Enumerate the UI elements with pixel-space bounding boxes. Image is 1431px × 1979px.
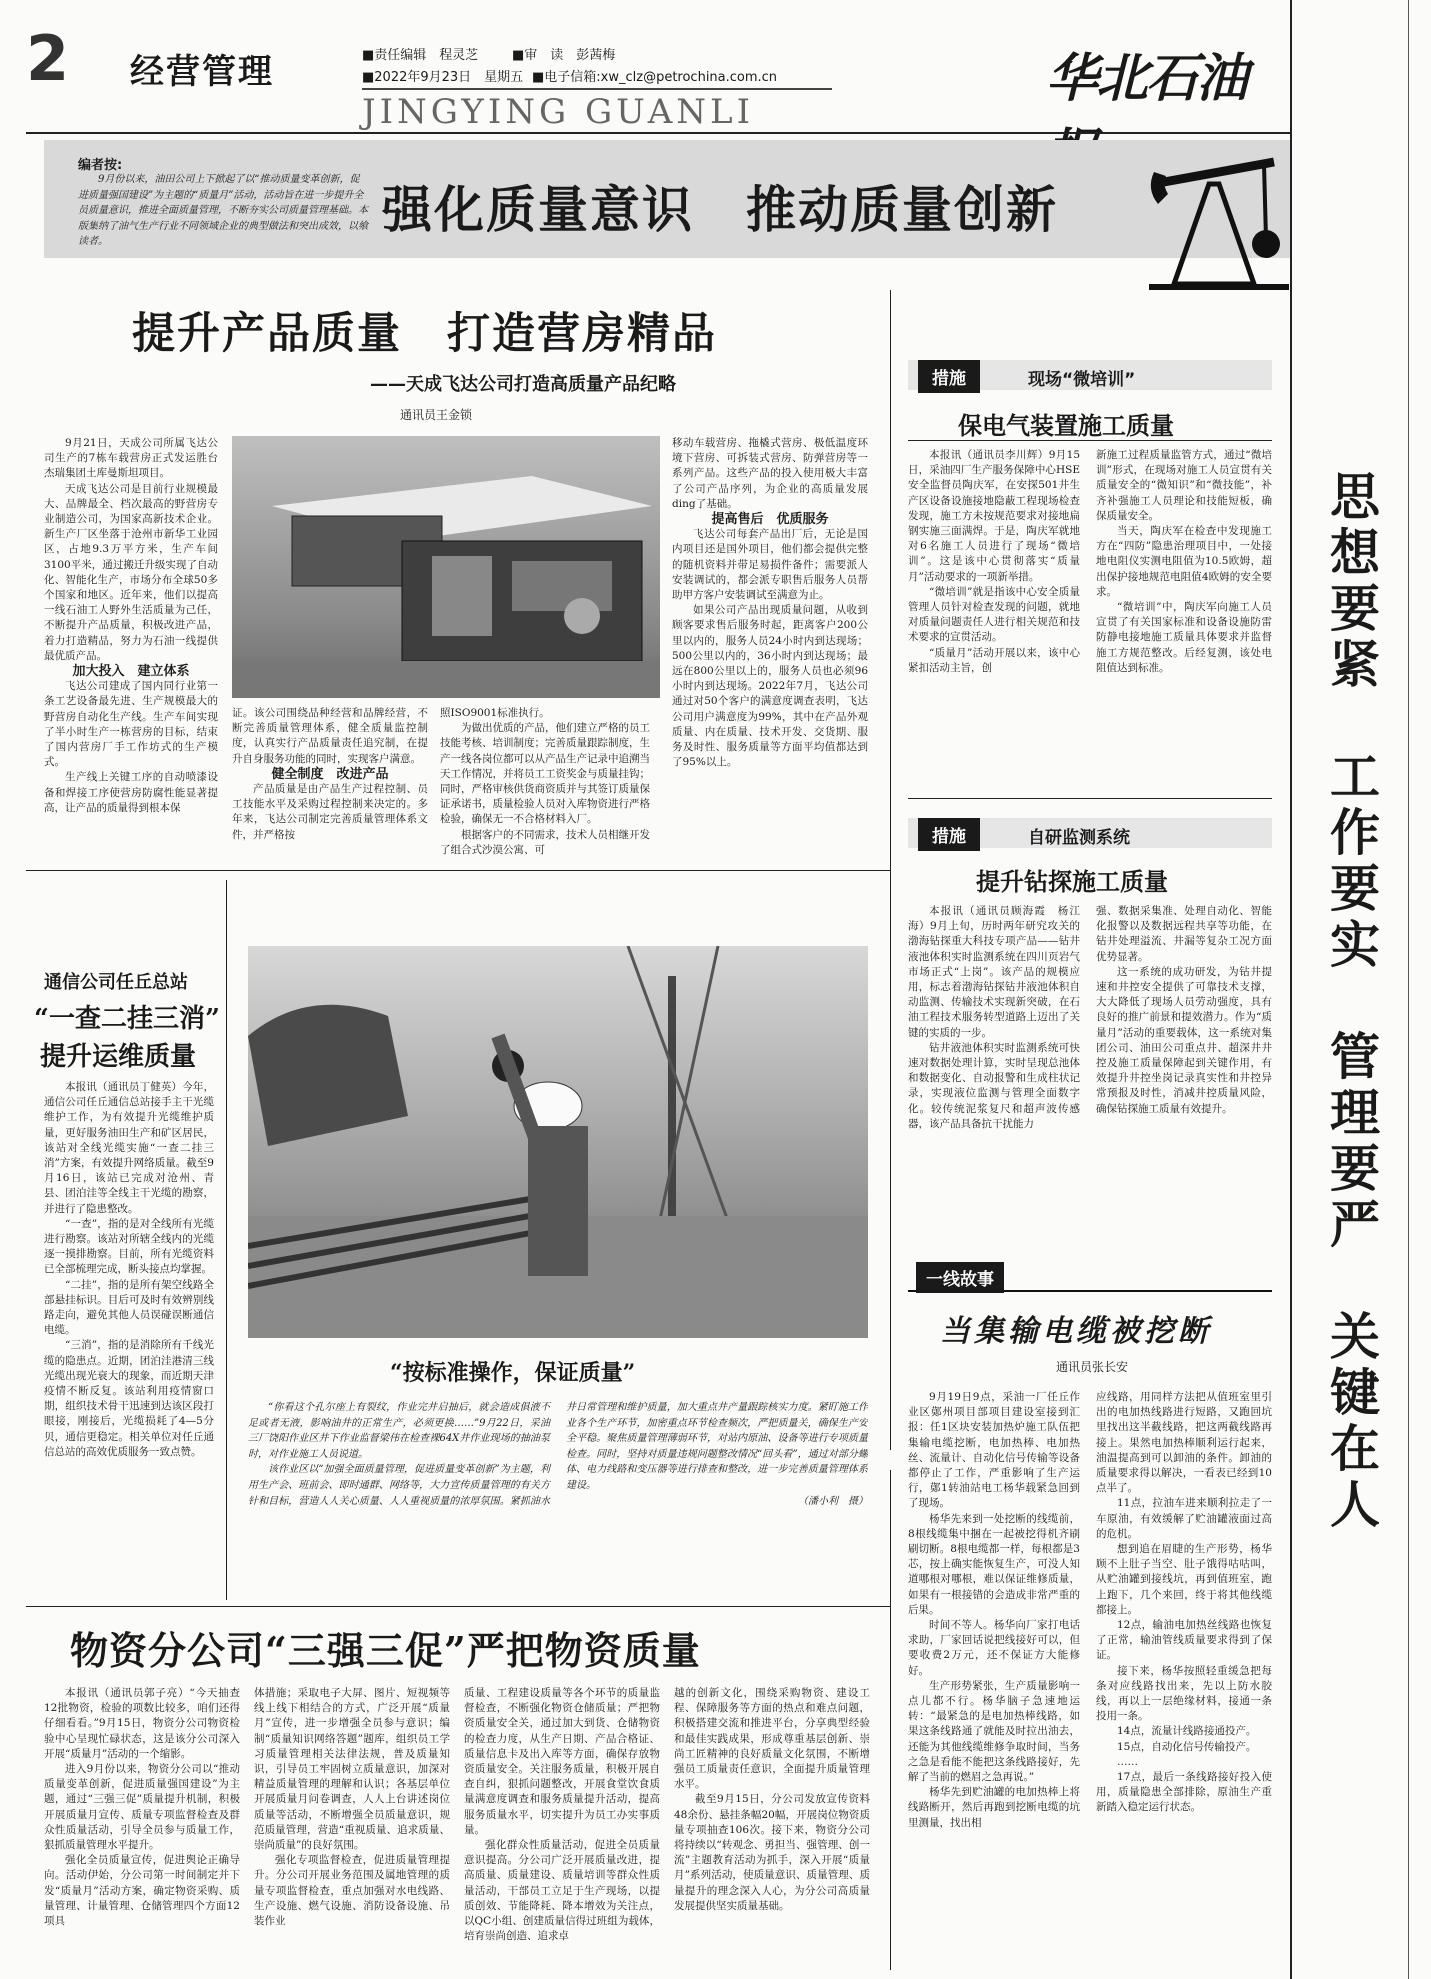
page-number: 2 bbox=[26, 22, 70, 95]
article1-subhead-2: 健全制度 改进产品 bbox=[271, 766, 389, 782]
masthead bbox=[0, 0, 1290, 132]
pump-jack-icon bbox=[1144, 144, 1294, 294]
story-title: 当集输电缆被挖断 bbox=[940, 1314, 1212, 1349]
article1-subhead-3: 提高售后 优质服务 bbox=[711, 512, 829, 528]
measure1-kicker: 现场“微培训” bbox=[1028, 370, 1136, 390]
section-title: 经营管理 bbox=[130, 52, 274, 92]
measure2-title: 提升钻探施工质量 bbox=[976, 867, 1168, 896]
article1-col4: 移动车载营房、拖橇式营房、极低温度环境下营房、可拆装式营房、防弹营房等一系列产品。这些产品的投入使用极大丰富了公司产品序列，为企业的高质量发展ding了基础。 提高售后 优质服务 飞达公司每套产品出厂后，无论是国内项目还是国外项目，他们都会提供完整的随机资料并带足易损件备件；需要派人安装调试的，都会派专职售后服务人员帮助甲方客户安装调试至满意为止。 如果公司产品出现质量问题，从收到顾客要求售后服务时起，距离客户200公里以内的，服务人员24小时内到达现场；500公里以内的，36小时内到达现场；最远在800公里以上的，服务人员也必须96小时内到达现场。2022年7月，飞达公司通过对50个客户的满意度调查表明，飞达公司用户满意度为99%，其中在产品外观质量、内在质量、技术开发、交货期、服务及时性、服务质量等方面平均值都达到了95%以上。 bbox=[672, 437, 868, 769]
article1-byline: 通讯员王金锁 bbox=[400, 408, 473, 422]
article1-title: 提升产品质量 打造营房精品 bbox=[132, 309, 717, 359]
measure2-tag: 措施 bbox=[918, 818, 980, 851]
story-col2: 应线路，用同样方法把从值班室里引出的电加热线路进行短路，又跑回坑里找出这半截线路，把这两截线路再接上。果然电加热棒顺利运行起来，油温提高到可以卸油的条件。卸油的质量要求得以解决，一看表已经到10点半了。 11点，拉油车进来顺利拉走了一车原油，有效缓解了贮油罐液面过高的危机。 想到追在眉睫的生产形势，杨华顾不上肚子当空、肚子饿得咕咕叫，从贮油罐到接线坑，再到值班室，跑上跑下，几个来回，终于将其他线缆都接上。 12点，输油电加热丝线路也恢复了正常，输油管线质量要求得到了保证。 接下来，杨华按照轻重缓急把每条对应线路找出来，先以上防水胶线，再以上一层绝缘材料，接通一条投用一条。 14点，流量计线路接通投产。 15点，自动化信号传输投产。 …… 17点，最后一条线路接好投入使用，质量隐患全部排除，原油生产重新踏入稳定运行状态。 bbox=[1096, 1391, 1272, 1814]
article1-col2: 证。该公司围绕品种经营和品牌经营，不断完善质量管理体系，健全质量监控制度，认真实行产品质量责任追究制，在提升自身服务功能的同时，实现客户满意。 健全制度 改进产品 产品质量是由产品生产过程控制、员工技能水平及采购过程控制来决定的。多年来，飞达公司制定完善质量管理体系文件，并严格按 bbox=[232, 707, 428, 841]
masthead-editor: ■责任编辑 程灵芝 bbox=[362, 48, 479, 63]
worker-drilling-icon bbox=[248, 946, 868, 1338]
editor-note-label: 编者按: bbox=[78, 158, 123, 173]
article2-col3: 质量、工程建设质量等各个环节的质量监督检查，不断强化物资仓储质量；严把物资质量安全关，通过加大到货、仓储物资的检查力度，从生产日期、产品合格证、质量信息卡及出入库等方面，确保存放物资质量安全。关注服务质量，积极开展自查自纠，狠抓问题整改，开展食堂饮食质量满意度调查和服务质量提升活动，提高服务质量水平，切实提升为员工办实事质量。 强化群众性质量活动，促进全员质量意识提高。分公司广泛开展质量改进，提高质量、质量建设、质量培训等群众性质量活动，干部员工立足于生产现场，以提质创效、节能降耗、降本增效为关注点，以QC小组、创建质量信得过班组为载体，培育崇尚创造、追求卓 bbox=[464, 1687, 660, 1943]
photo-credit: （潘小利 摄） bbox=[798, 1495, 868, 1507]
article1-photo bbox=[232, 436, 660, 698]
banner-headline: 强化质量意识 推动质量创新 bbox=[382, 180, 1058, 239]
masthead-date: ■2022年9月23日 星期五 bbox=[362, 70, 524, 85]
banner bbox=[44, 140, 1290, 258]
story-col1: 9月19日9点，采油一厂任丘作业区鄚州项目部项目建设室接到汇报：任1区块安装加热炉施工队伍把集输电缆挖断，电加热棒、电加热丝、流量计、自动化信号传输等设备都停止了工作，严重影响了生产运行，鄚1转油站电工杨华载紧急回到了现场。 杨华先来到一处挖断的线缆前，8根线缆集中捆在一起被挖得机齐刷刷切断。8根电缆都一样，每根都是3芯，按上确实能恢复生产，可没人知道哪根对哪根，难以保证维修质量，如果有一根接错的会造成非常严重的后果。 时间不等人。杨华向厂家打电话求助，厂家回话说把线接好可以，但要收费2万元，还不保证方大能修好。 生产形势紧张，生产质量影响一点儿都不行。杨华脑子急速地运转：“最紧急的是电加热棒线路，如果这条线路通了就能及时拉出油去，还能为其他线缆维修争取时间，当务之急是看能不能把这条线路接好，先解了当前的燃眉之急再说。” 杨华先到贮油罐的电加热棒上将线路断开，然后再跑到挖断电缆的坑里测量，找出相 bbox=[908, 1391, 1080, 1829]
measure1-title: 保电气装置施工质量 bbox=[958, 411, 1174, 440]
side-slogan: 思想要紧 工作要实 管理要严 关键在人 bbox=[1322, 470, 1380, 1534]
measure1-col1: 本报讯（通讯员李川辉）9月15日，采油四厂生产服务保障中心HSE安全监督员陶庆军，在安探501井生产区设备设施接地隐蔽工程现场检查发现，施工方未按规范要求对接地扁钢实施三面满焊。于是，陶庆军就地对6名施工人员进行了现场“微培训”。这是该中心贯彻落实“质量月”活动要求的一项新举措。 “微培训”就是指该中心安全质量管理人员针对检查发现的问题，就地对质量问题责任人进行相关规范和技术要求的宣贯活动。 “质量月”活动开展以来，该中心紧扣活动主旨，创 bbox=[908, 449, 1080, 674]
measure2-col2: 强、数据采集准、处理自动化、智能化报警以及数据远程共享等功能，在钻井处理溢流、井漏等复杂工况方面优势显著。 这一系统的成功研发，为钻井提速和井控安全提供了可靠技术支撑，大大降低了现场人员劳动强度，具有良好的推广前景和提效潜力。作为“质量月”活动的重要载体，这一系统对集团公司、油田公司重点井、超深井井控及施工质量保障起到关键作用，有效提升井控坐岗记录真实性和井控异常预报及时性，消减井控质量风险，确保钻探施工质量有效提升。 bbox=[1096, 905, 1272, 1115]
oilfield-worker-photo bbox=[248, 946, 868, 1338]
article2-col2: 体措施；采取电子大屏、图片、短视频等线上线下相结合的方式，广泛开展“质量月”宣传，进一步增强全员参与意识；编制“质量知识网络答题”题库，组织员工学习质量管理相关法律法规，普及质量知识，引导员工牢固树立质量意识，加深对精益质量管理的理解和认识；各基层单位开展质量月问卷调查，人人上台讲述岗位质量等活动，不断增强全员质量意识，规范质量管理，营造“重视质量、追求质量、崇尚质量”的良好氛围。 强化专项监督检查，促进质量管理提升。分公司开展业务范围及属地管理的质量专项监督检查，重点加强对水电线路、生产设施、燃气设施、消防设备设施、吊装作业 bbox=[254, 1687, 450, 1928]
measure1-header bbox=[908, 360, 1272, 390]
measure2-col1: 本报讯（通讯员顾海霞 杨江海）9月上旬，历时两年研究攻关的渤海钻探重大科技专项产品——钻井液池体积实时监测系统在四川页岩气市场正式“上岗”。该产品的规模应用，标志着渤海钻探钻井液池体积自动监测、传输技术实现新突破，在石油工程技术服务转型道路上迈出了关键的实质的一步。 钻井液池体积实时监测系统可快速对数据处理计算，实时呈现总池体和数据变化、自动报警和生成柱状记录，实现液位监测与管理全面数字化。较传统泥浆复尺和超声波传感器，该产品具备抗干扰能力 bbox=[908, 905, 1080, 1130]
measure2-header bbox=[908, 818, 1272, 848]
article1-col1: 9月21日，天成公司所属飞达公司生产的7栋车载营房正式发运胜台杰瑞集团土库曼斯坦项目。 天成飞达公司是目前行业规模最大、品牌最全、档次最高的野营房专业制造公司，为国家高新技术企业。新生产厂区坐落于沧州市新华工业园区，占地9.3万平方米，生产车间3100平米，通过搬迁升级实现了自动化、智能化生产，市场分布全球50多个国家和地区。近年来，他们以提高一线石油工人野外生活质量为己任，不断提升产品质量，积极改进产品，着力打造精品，努力为石油一线提供最优质产品。 加大投入 建立体系 飞达公司建成了国内同行业第一条工艺设备最先进、生产规模最大的野营房自动化生产线。生产车间实现了半小时生产一栋营房的目标，结束了国内营房厂手工作坊式的生产模式。 生产线上关键工序的自动喷漆设备和焊接工序使营房防腐性能显著提高，让产品的质量得到根本保 bbox=[44, 437, 218, 814]
measure1-tag: 措施 bbox=[918, 360, 980, 393]
story-byline: 通讯员张长安 bbox=[1056, 1360, 1129, 1374]
comm-kicker: 通信公司任丘总站 bbox=[44, 972, 188, 993]
editor-note: 9月份以来，油田公司上下掀起了以“推动质量变革创新，促进质量强国建设”为主题的“质量月”活动，活动旨在进一步提升全员质量意识，推进全面质量管理，不断夯实公司质量管理基础。本版集纳了油气生产行业不同领域企业的典型做法和突出成效，以飨读者。 bbox=[78, 174, 368, 247]
article2-col1: 本报讯（通讯员郭子亮）“今天抽查12批物资，检验的项数比较多，咱们还得仔细看看。”9月15日，物资分公司物资检验中心呈现忙碌状态，这是该分公司深入开展“质量月”活动的一个缩影。 进入9月份以来，物资分公司以“推动质量变革创新，促进质量强国建设”为主题，通过“三强三促”质量提升机制，积极开展质量月宣传、质量专项监督检查及群众性质量活动，引导全员参与质量工作，狠抓质量管理水平提升。 强化全员质量宣传，促进舆论正确导向。活动伊始，分公司第一时间制定并下发“质量月”活动方案，确定物资采购、质量管理、计量管理、仓储管理四个方面12项具 bbox=[44, 1687, 240, 1928]
article1-col3: 照ISO9001标准执行。 为做出优质的产品，他们建立严格的员工技能考核、培训制度；完善质量跟踪制度，生产一线各岗位都可以从产品生产记录中追溯当天工作情况，并将员工工资奖金与质量挂钩；同时，严格审核供货商资质并与其签订质量保证承诺书，质量检验人员对入库物资进行严格检验，确保无一不合格材料入厂。 根据客户的不同需求，技术人员相继开发了组合式沙漠公寓、可 bbox=[440, 707, 650, 856]
masthead-pinyin: JINGYING GUANLI bbox=[362, 92, 755, 132]
article2-title: 物资分公司“三强三促”严把物资质量 bbox=[70, 1628, 701, 1673]
comm-title-line1: “一查二挂三消” bbox=[34, 1004, 220, 1034]
masthead-email: ■电子信箱:xw_clz@petrochina.com.cn bbox=[532, 70, 778, 85]
comm-body: 本报讯（通讯员丁健英）今年，通信公司任丘通信总站接手主干光缆维护工作，为有效提升光缆维护质量，更好服务油田生产和矿区居民，该站对全线光缆实施“一查二挂三消”方案，有效提升网络质量。截至9月16日，该站已完成对沧州、青县、团泊洼等全线主干光缆的勘察，并进行了隐患整改。 “一查”，指的是对全线所有光缆进行勘察。该站对所辖全线内的光缆逐一摸排勘察。目前，所有光缆资料已全部梳理完成，断头接点均掌握。 “二挂”，指的是所有架空线路全部悬挂标识。目后可及时有效辨别线路走向，避免其他人员误碰误断通信电缆。 “三消”，指的是消除所有千线光缆的隐患点。近期，团泊洼港清三线光缆出现光衰大的现象，而近期天津疫情不断反复。该站利用疫情窗口期，组织技术骨干迅速到达该区段打眼接，刚接后，光缆损耗了4—5分贝，通信更稳定。相关单位对任丘通信总站的高效优质服务一致点赞。 bbox=[44, 1081, 214, 1458]
photo-caption-text: “你看这个孔尔座上有裂纹，作业完井启抽后，就会造成俱液不足或者无液，影响油井的正常生产，必须更换……”9月22日，采油三厂饶阳作业区井下作业监督梁伟在检查裸64X井作业现场的抽油泵时，对作业施工人员说道。 该作业区以“加强全面质量管理，促进质量变革创新”为主题，利用生产会、班前会、即时通群、网络等，大力宣传质量管理的有关方针和目标，营造人人关心质量、人人重视质量的浓厚氛围。紧抓油水井日常管理和维护质量，加大重点井产量跟踪核实力度。紧盯施工作业各个生产环节，加密重点环节检查频次，严把质量关，确保生产安全平稳。聚焦质量管理薄弱环节，对站内原油、设备等进行专项质量检查。同时，坚持对质量违规问题整改情况“回头看”，通过对部分螺体、电力线路和变压器等进行排查和整改，进一步完善质量管理体系建设。 （潘小利 摄） bbox=[248, 1400, 868, 1590]
comm-title-line2: 提升运维质量 bbox=[40, 1042, 197, 1072]
article2-col4: 越的创新文化，围绕采购物资、建设工程、保障服务等方面的热点和难点问题，积极搭建交流和推进平台，分享典型经验和最佳实践成果，形成尊重基层创新、崇尚工匠精神的良好质量文化氛围，不断增强员工质量责任意识，全面提升质量管理水平。 截至9月15日，分公司发放宣传资料48余份、悬挂条幅20幅，开展岗位物资质量专项抽查106次。接下来，物资分公司将持续以“转观念、勇担当、强管理、创一流”主题教育活动为抓手，深入开展“质量月”系列活动，使质量意识、质量管理、质量提升的理念深入人心，为分公司高质量发展提供坚实质量基础。 bbox=[674, 1687, 870, 1912]
article1-subhead-1: 加大投入 建立体系 bbox=[72, 664, 190, 680]
photo-caption-title: “按标准操作，保证质量” bbox=[390, 1360, 636, 1386]
measure2-kicker: 自研监测系统 bbox=[1028, 828, 1130, 848]
paper-logo: 华北石油 bbox=[1046, 48, 1247, 109]
camp-house-icon bbox=[232, 436, 660, 698]
masthead-proofread: ■审 读 彭茜梅 bbox=[512, 48, 616, 63]
article1-subtitle: ——天成飞达公司打造高质量产品纪略 bbox=[370, 374, 676, 395]
story-tag: 一线故事 bbox=[908, 1262, 1272, 1292]
measure1-col2: 新施工过程质量监管方式，通过“微培训”形式，在现场对施工人员宣贯有关质量安全的“微知识”和“微技能”，补齐补强施工人员理论和技能短板，确保质量安全。 当天，陶庆军在检查中发现施工方在“四防”隐患治理项目中，一处接地电阻仪实测电阻值为10.5欧姆，超出保护接地规范电阻值4欧姆的安全要求。 “微培训”中，陶庆军向施工人员宣贯了有关国家标准和设备设施防雷防静电接地施工质量具体要求并监督施工方规范整改。后经复测，该处电阻值达到标准。 bbox=[1096, 449, 1272, 674]
